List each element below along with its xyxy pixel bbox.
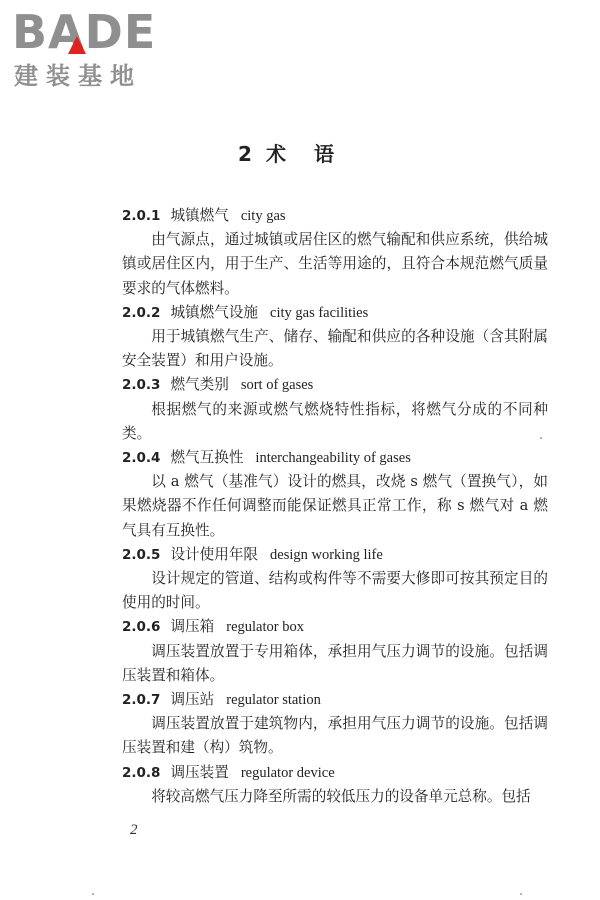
scan-speck bbox=[540, 437, 542, 439]
term-definition: 调压装置放置于建筑物内，承担用气压力调节的设施。包括调压装置和建（构）筑物。 bbox=[122, 715, 548, 757]
term-english: city gas bbox=[240, 208, 286, 224]
term-number: 2.0.2 bbox=[122, 304, 161, 321]
scan-speck bbox=[92, 893, 94, 895]
term-chinese: 燃气互换性 bbox=[170, 449, 244, 467]
term-entry bbox=[122, 761, 548, 809]
term-english: regulator box bbox=[226, 619, 304, 636]
term-english: regulator device bbox=[240, 764, 335, 781]
term-number: 2.0.8 bbox=[122, 764, 161, 781]
term-heading bbox=[122, 301, 548, 325]
term-definition: 以 a 燃气（基准气）设计的燃具，改烧 s 燃气（置换气），如果燃烧器不作任何调整而能保证燃具正常工作，称 s 燃气对 a 燃气具有互换性。 bbox=[122, 473, 548, 539]
watermark-logo bbox=[12, 6, 182, 96]
term-chinese: 调压箱 bbox=[170, 618, 215, 636]
term-english: design working life bbox=[270, 546, 383, 563]
chapter-number: 2 bbox=[238, 142, 252, 166]
term-heading bbox=[122, 761, 548, 785]
term-number: 2.0.1 bbox=[122, 208, 161, 224]
term-heading bbox=[122, 615, 548, 639]
term-heading bbox=[122, 688, 548, 712]
logo-subtitle: 建装基地 bbox=[14, 62, 142, 90]
term-definition: 用于城镇燃气生产、储存、输配和供应的各种设施（含其附属安全装置）和用户设施。 bbox=[122, 328, 548, 370]
term-entry bbox=[122, 688, 548, 761]
chapter-name: 术语 bbox=[265, 142, 362, 166]
term-chinese: 调压装置 bbox=[170, 763, 229, 781]
terms-list bbox=[122, 204, 548, 809]
term-chinese: 城镇燃气 bbox=[170, 207, 229, 224]
term-chinese: 燃气类别 bbox=[170, 376, 229, 394]
term-heading bbox=[122, 204, 548, 228]
term-number: 2.0.4 bbox=[122, 450, 161, 467]
term-chinese: 城镇燃气设施 bbox=[170, 303, 259, 321]
term-entry bbox=[122, 301, 548, 374]
term-definition: 调压装置放置于专用箱体，承担用气压力调节的设施。包括调压装置和箱体。 bbox=[122, 642, 548, 684]
term-number: 2.0.5 bbox=[122, 546, 161, 563]
term-definition: 由气源点，通过城镇或居住区的燃气输配和供应系统，供给城镇或居住区内，用于生产、生活等用途的，且符合本规范燃气质量要求的气体燃料。 bbox=[122, 231, 548, 297]
term-heading bbox=[122, 446, 548, 470]
term-heading bbox=[122, 543, 548, 567]
logo-accent-triangle bbox=[68, 36, 86, 54]
term-entry bbox=[122, 543, 548, 616]
term-entry bbox=[122, 615, 548, 688]
term-chinese: 调压站 bbox=[170, 691, 215, 709]
scan-speck bbox=[520, 893, 522, 895]
term-number: 2.0.7 bbox=[122, 692, 161, 709]
term-heading bbox=[122, 373, 548, 397]
term-entry bbox=[122, 373, 548, 446]
term-english: sort of gases bbox=[240, 377, 314, 394]
term-english: regulator station bbox=[226, 692, 321, 709]
page-number: 2 bbox=[130, 822, 138, 838]
term-definition: 将较高燃气压力降至所需的较低压力的设备单元总称。包括 bbox=[151, 787, 531, 805]
term-number: 2.0.6 bbox=[122, 619, 161, 636]
term-number: 2.0.3 bbox=[122, 377, 161, 394]
term-definition: 根据燃气的来源或燃气燃烧特性指标，将燃气分成的不同种类。 bbox=[122, 400, 548, 442]
term-definition: 设计规定的管道、结构或构件等不需要大修即可按其预定目的使用的时间。 bbox=[122, 570, 548, 612]
term-entry bbox=[122, 204, 548, 301]
term-english: city gas facilities bbox=[270, 304, 369, 321]
chapter-title bbox=[0, 140, 600, 168]
term-entry bbox=[122, 446, 548, 543]
logo-word: BADE bbox=[12, 5, 157, 59]
term-english: interchangeability of gases bbox=[255, 450, 411, 467]
term-chinese: 设计使用年限 bbox=[170, 545, 259, 563]
